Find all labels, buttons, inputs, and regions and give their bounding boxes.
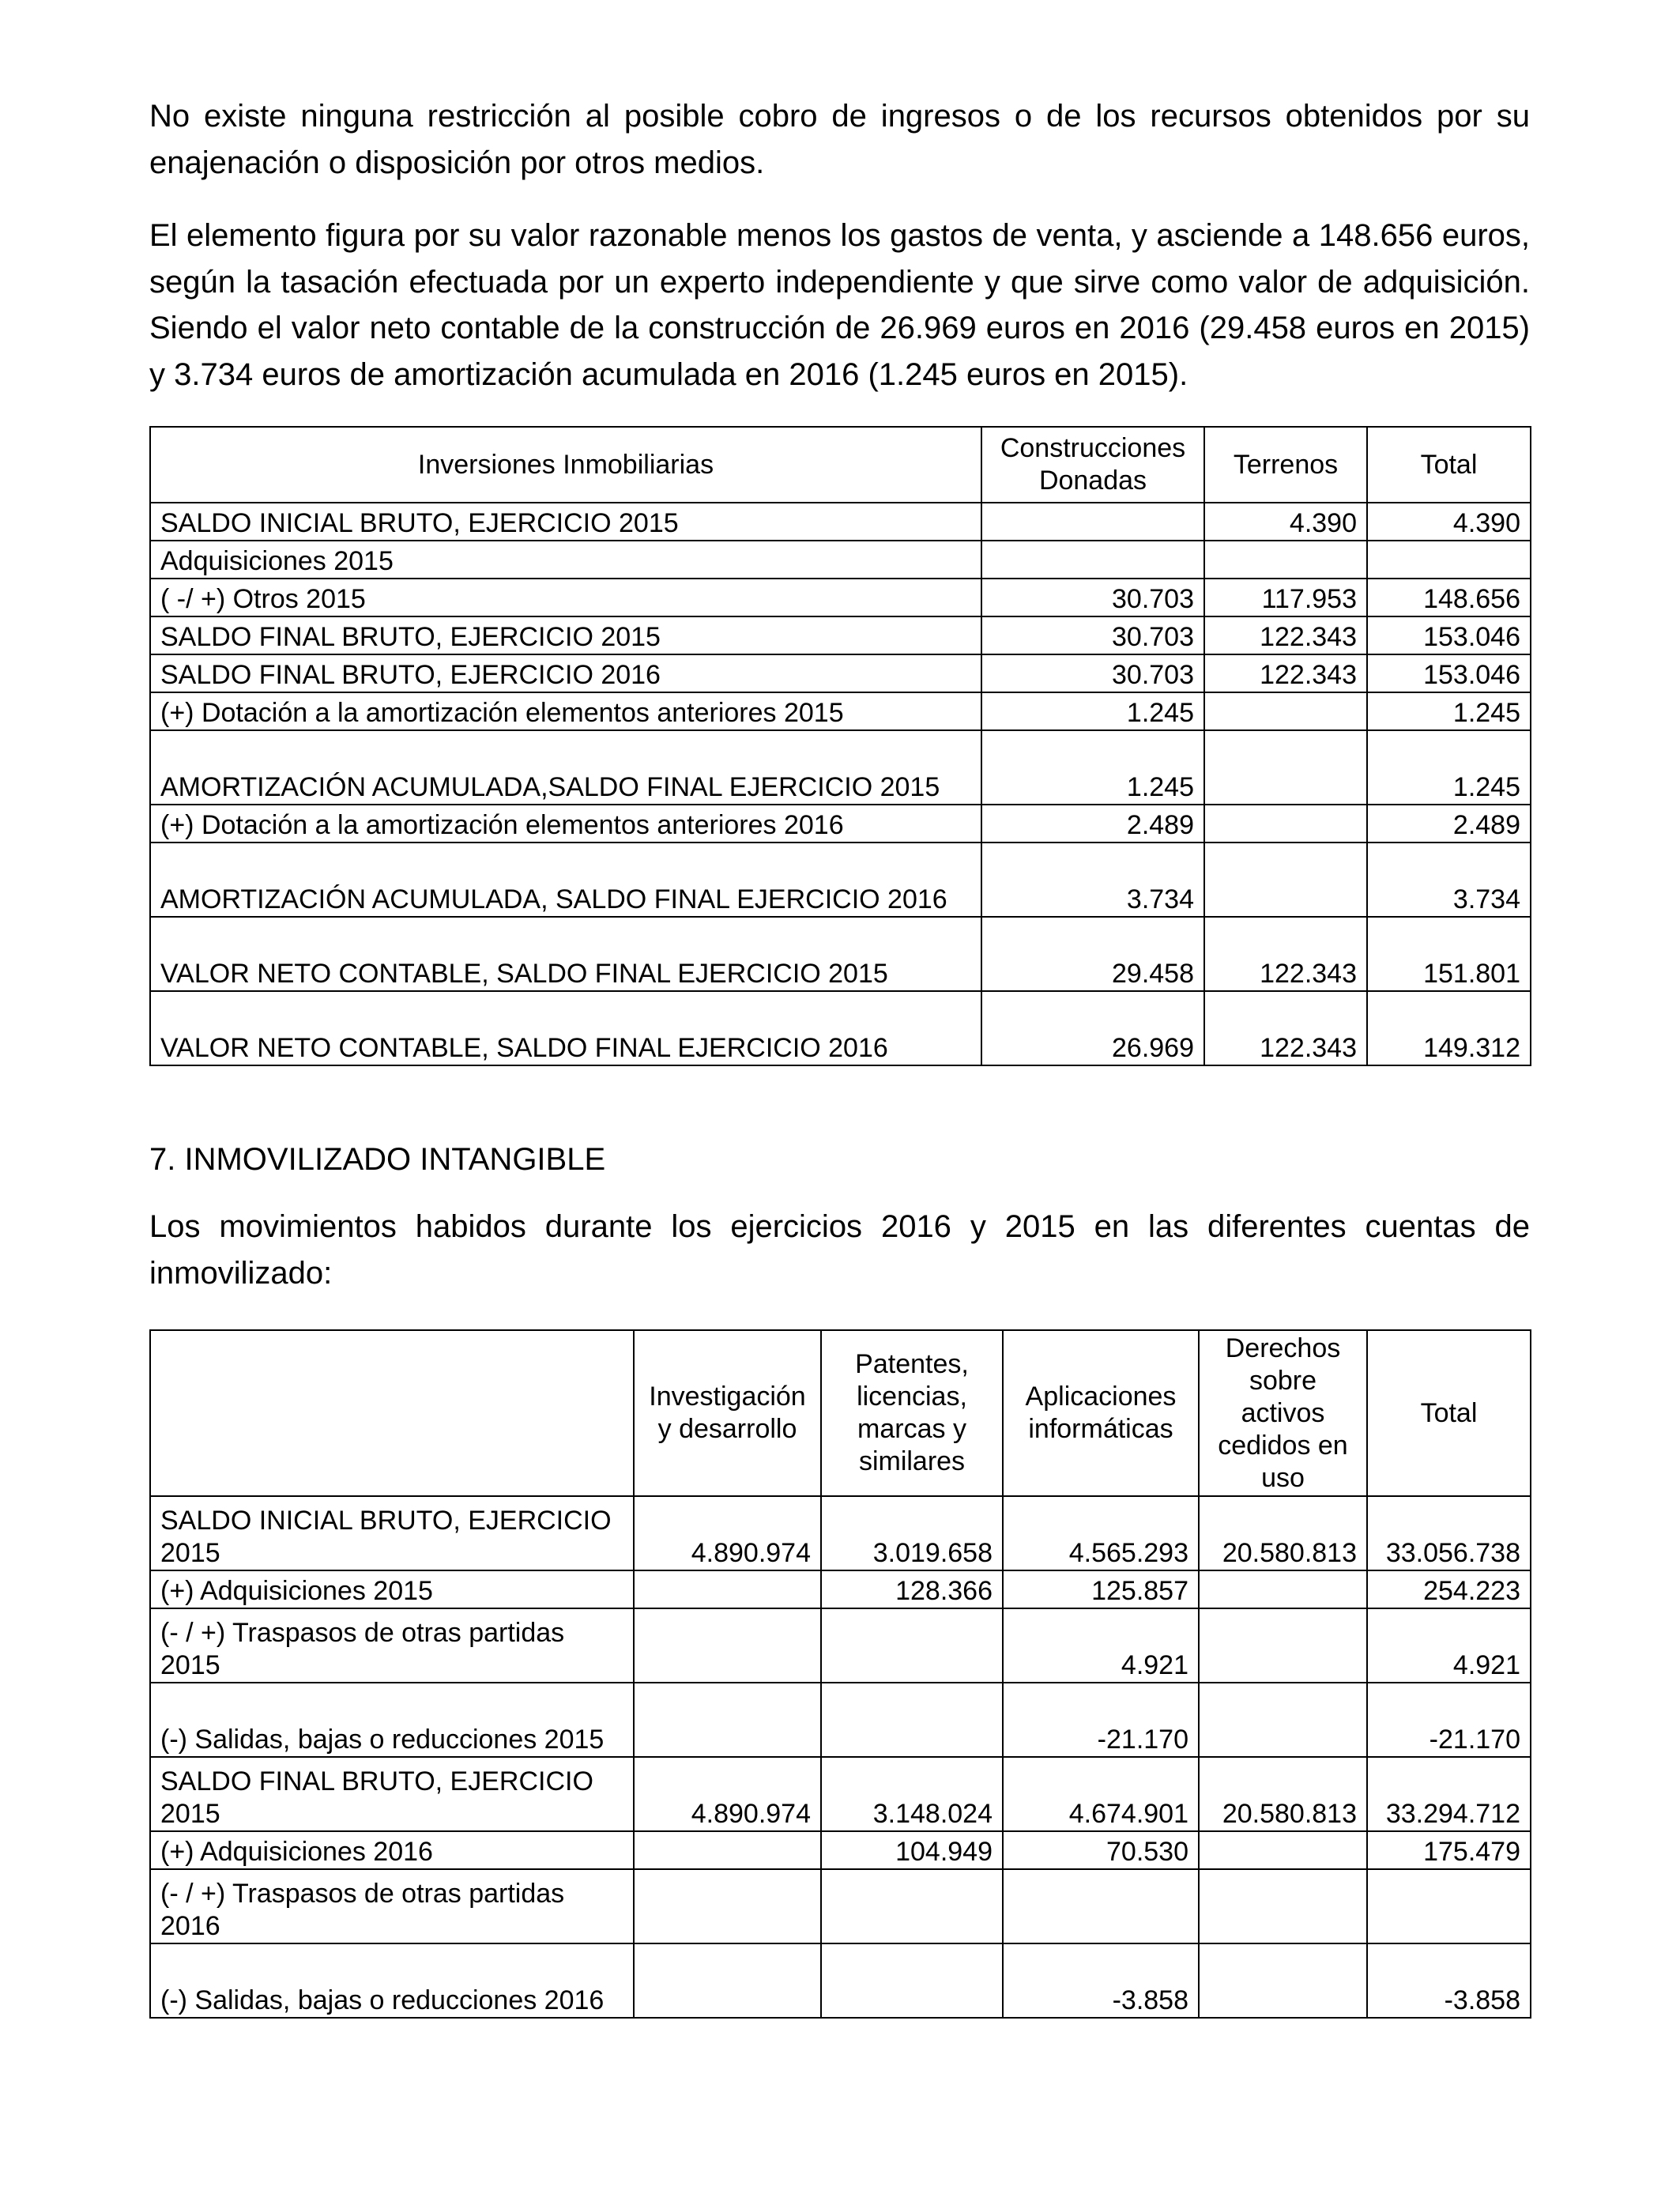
row-label: (- / +) Traspasos de otras partidas 2015: [150, 1608, 634, 1683]
cell-value: 1.245: [1367, 692, 1531, 730]
cell-value: [634, 1869, 821, 1943]
cell-value: 153.046: [1367, 654, 1531, 692]
cell-value: -21.170: [1003, 1683, 1199, 1757]
cell-value: 4.890.974: [634, 1757, 821, 1831]
cell-value: 33.056.738: [1367, 1496, 1531, 1570]
cell-value: -21.170: [1367, 1683, 1531, 1757]
column-header: Total: [1367, 1330, 1531, 1496]
cell-value: [1199, 1608, 1367, 1683]
row-label: (- / +) Traspasos de otras partidas 2016: [150, 1869, 634, 1943]
cell-value: 4.565.293: [1003, 1496, 1199, 1570]
cell-value: 149.312: [1367, 991, 1531, 1065]
table-row: [150, 1869, 1531, 1943]
table-row: [150, 692, 1531, 730]
table-row: [150, 1757, 1531, 1831]
cell-value: 122.343: [1204, 917, 1367, 991]
cell-value: 3.148.024: [821, 1757, 1003, 1831]
row-label: (+) Adquisiciones 2016: [150, 1831, 634, 1869]
investment-property-table: [149, 426, 1531, 1066]
paragraph-restriction: No existe ninguna restricción al posible cobro de ingresos o de los recursos obtenidos por su enajenación o disposición por otros medios.: [149, 99, 1530, 180]
table-row: [150, 843, 1531, 917]
cell-value: 4.921: [1003, 1608, 1199, 1683]
cell-value: 125.857: [1003, 1570, 1199, 1608]
cell-value: [1199, 1570, 1367, 1608]
cell-value: 122.343: [1204, 991, 1367, 1065]
cell-value: -3.858: [1367, 1943, 1531, 2018]
cell-value: 4.890.974: [634, 1496, 821, 1570]
column-header: Derechos sobre activos cedidos en uso: [1199, 1330, 1367, 1496]
cell-value: [634, 1943, 821, 2018]
cell-value: 29.458: [981, 917, 1204, 991]
cell-value: 254.223: [1367, 1570, 1531, 1608]
table-row: [150, 1683, 1531, 1757]
cell-value: 148.656: [1367, 579, 1531, 616]
cell-value: [1367, 1869, 1531, 1943]
cell-value: 175.479: [1367, 1831, 1531, 1869]
row-label: (+) Adquisiciones 2015: [150, 1570, 634, 1608]
cell-value: [1204, 541, 1367, 579]
table-row: [150, 917, 1531, 991]
column-header: Terrenos: [1204, 427, 1367, 503]
cell-value: [634, 1570, 821, 1608]
column-header: Investigación y desarrollo: [634, 1330, 821, 1496]
cell-value: 4.674.901: [1003, 1757, 1199, 1831]
cell-value: [821, 1869, 1003, 1943]
row-label: Adquisiciones 2015: [150, 541, 981, 579]
row-label: SALDO INICIAL BRUTO, EJERCICIO 2015: [150, 1496, 634, 1570]
cell-value: 153.046: [1367, 616, 1531, 654]
cell-value: 151.801: [1367, 917, 1531, 991]
cell-value: 4.921: [1367, 1608, 1531, 1683]
table-row: [150, 805, 1531, 843]
cell-value: 1.245: [981, 692, 1204, 730]
cell-value: [821, 1683, 1003, 1757]
cell-value: [981, 541, 1204, 579]
cell-value: [1199, 1869, 1367, 1943]
cell-value: 1.245: [1367, 730, 1531, 805]
document-page: [149, 93, 1530, 2019]
table-row: [150, 1608, 1531, 1683]
table-row: [150, 1570, 1531, 1608]
row-label: SALDO FINAL BRUTO, EJERCICIO 2016: [150, 654, 981, 692]
table-header-row: [150, 1330, 1531, 1496]
row-label: AMORTIZACIÓN ACUMULADA, SALDO FINAL EJERCICIO 2016: [150, 843, 981, 917]
row-label: SALDO FINAL BRUTO, EJERCICIO 2015: [150, 1757, 634, 1831]
table-row: [150, 503, 1531, 541]
cell-value: 30.703: [981, 579, 1204, 616]
cell-value: 30.703: [981, 654, 1204, 692]
cell-value: 117.953: [1204, 579, 1367, 616]
row-label: VALOR NETO CONTABLE, SALDO FINAL EJERCICIO 2016: [150, 991, 981, 1065]
row-label: (+) Dotación a la amortización elementos anteriores 2016: [150, 805, 981, 843]
cell-value: [634, 1831, 821, 1869]
table-row: [150, 541, 1531, 579]
cell-value: [1204, 805, 1367, 843]
cell-value: [1199, 1943, 1367, 2018]
row-label: ( -/ +) Otros 2015: [150, 579, 981, 616]
row-label: SALDO FINAL BRUTO, EJERCICIO 2015: [150, 616, 981, 654]
table-row: [150, 730, 1531, 805]
cell-value: 122.343: [1204, 616, 1367, 654]
cell-value: [1204, 843, 1367, 917]
cell-value: 26.969: [981, 991, 1204, 1065]
column-header: Inversiones Inmobiliarias: [150, 427, 981, 503]
cell-value: 3.734: [1367, 843, 1531, 917]
cell-value: 128.366: [821, 1570, 1003, 1608]
column-header: Construcciones Donadas: [981, 427, 1204, 503]
row-label: VALOR NETO CONTABLE, SALDO FINAL EJERCICIO 2015: [150, 917, 981, 991]
cell-value: [821, 1943, 1003, 2018]
cell-value: 20.580.813: [1199, 1757, 1367, 1831]
cell-value: 1.245: [981, 730, 1204, 805]
cell-value: 2.489: [1367, 805, 1531, 843]
cell-value: [821, 1608, 1003, 1683]
paragraph-intro: Los movimientos habidos durante los ejercicios 2016 y 2015 en las diferentes cuentas de inmovilizado:: [149, 1209, 1530, 1291]
row-label: AMORTIZACIÓN ACUMULADA,SALDO FINAL EJERCICIO 2015: [150, 730, 981, 805]
cell-value: 33.294.712: [1367, 1757, 1531, 1831]
cell-value: 30.703: [981, 616, 1204, 654]
cell-value: 70.530: [1003, 1831, 1199, 1869]
cell-value: [634, 1683, 821, 1757]
cell-value: [1199, 1831, 1367, 1869]
table-row: [150, 579, 1531, 616]
cell-value: -3.858: [1003, 1943, 1199, 2018]
cell-value: 104.949: [821, 1831, 1003, 1869]
table-row: [150, 1496, 1531, 1570]
cell-value: [1003, 1869, 1199, 1943]
row-label: (-) Salidas, bajas o reducciones 2016: [150, 1943, 634, 2018]
cell-value: 2.489: [981, 805, 1204, 843]
table-header-row: [150, 427, 1531, 503]
column-header: Patentes, licencias, marcas y similares: [821, 1330, 1003, 1496]
column-header: Aplicaciones informáticas: [1003, 1330, 1199, 1496]
row-label: (-) Salidas, bajas o reducciones 2015: [150, 1683, 634, 1757]
cell-value: 4.390: [1204, 503, 1367, 541]
cell-value: 3.734: [981, 843, 1204, 917]
cell-value: [1204, 692, 1367, 730]
table-row: [150, 654, 1531, 692]
cell-value: [981, 503, 1204, 541]
cell-value: 20.580.813: [1199, 1496, 1367, 1570]
cell-value: 3.019.658: [821, 1496, 1003, 1570]
cell-value: [1367, 541, 1531, 579]
table-row: [150, 1831, 1531, 1869]
intangible-assets-table: [149, 1329, 1531, 2019]
cell-value: [634, 1608, 821, 1683]
cell-value: [1204, 730, 1367, 805]
cell-value: 4.390: [1367, 503, 1531, 541]
section-heading: 7. INMOVILIZADO INTANGIBLE: [149, 1142, 606, 1177]
table-row: [150, 1943, 1531, 2018]
row-label: (+) Dotación a la amortización elementos anteriores 2015: [150, 692, 981, 730]
cell-value: [1199, 1683, 1367, 1757]
row-label: SALDO INICIAL BRUTO, EJERCICIO 2015: [150, 503, 981, 541]
paragraph-valuation: El elemento figura por su valor razonable menos los gastos de venta, y asciende a 148.656 euros, según la tasación efectuada por un experto independiente y que sirve como valor de adquisición. Siendo el valor neto contable de la construcción de 26.969 euros en 2016 (29.458 euros en 2015) y 3.734 euros de amortización acumulada en 2016 (1.245 euros en 2015).: [149, 218, 1530, 392]
cell-value: 122.343: [1204, 654, 1367, 692]
table-row: [150, 616, 1531, 654]
table-row: [150, 991, 1531, 1065]
column-header: [150, 1330, 634, 1496]
column-header: Total: [1367, 427, 1531, 503]
